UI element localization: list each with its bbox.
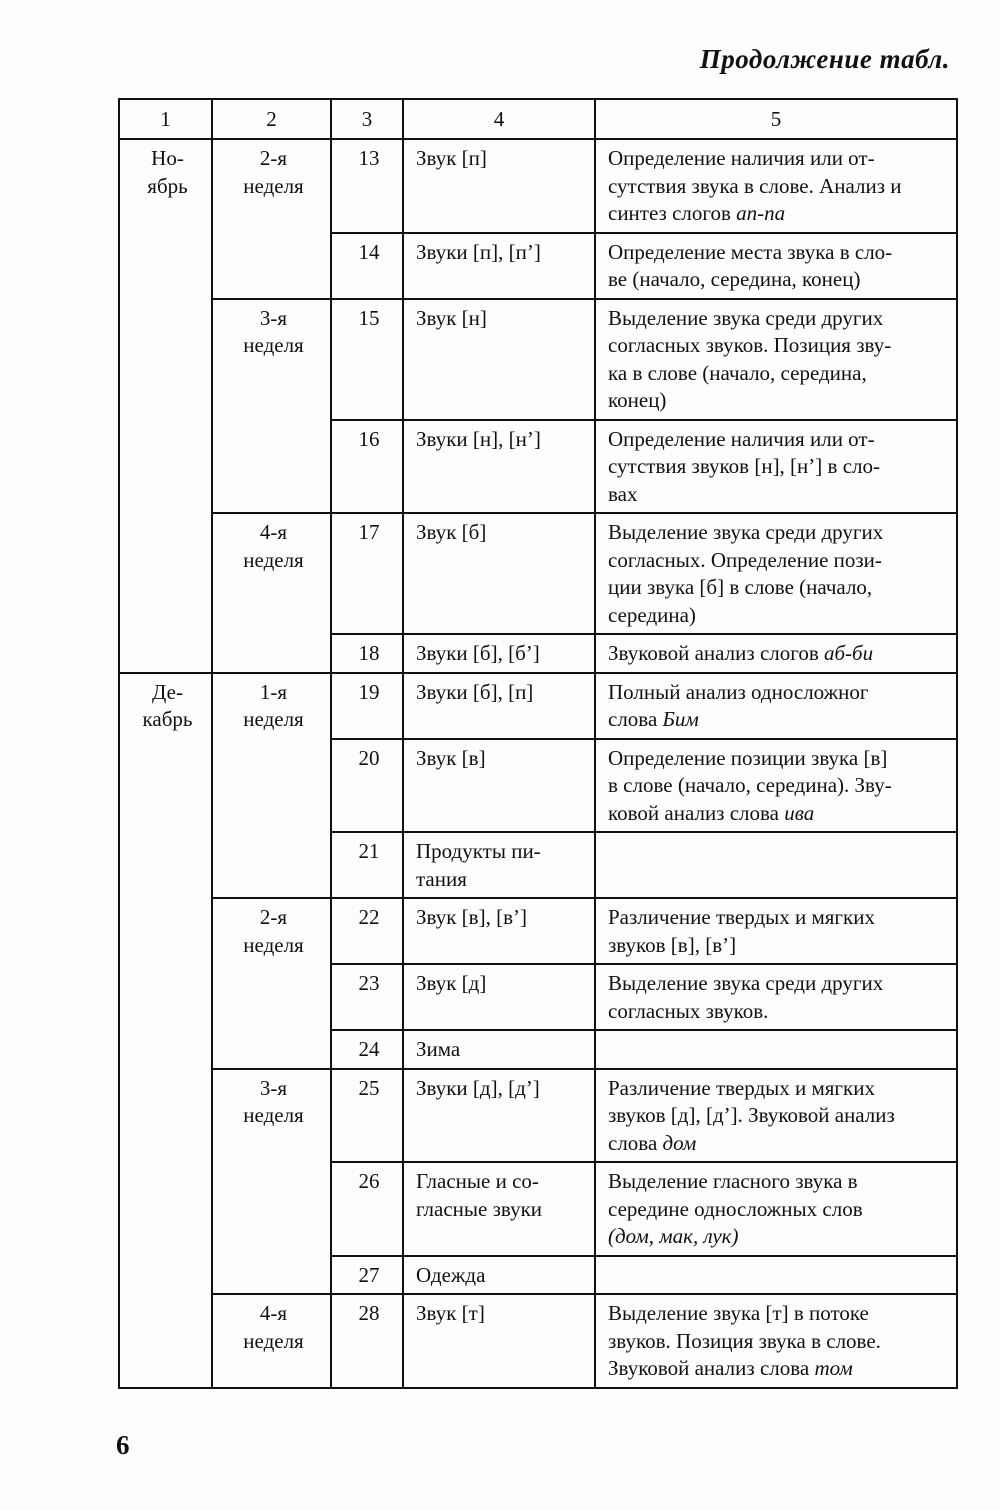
- week-text: 3-я: [259, 305, 288, 330]
- lesson-description: Звуковой анализ слогов аб-би: [595, 634, 957, 673]
- lesson-topic: Звуки [н], [н’]: [403, 420, 595, 514]
- lesson-topic: Гласные и со- гласные звуки: [403, 1162, 595, 1256]
- table-row: [119, 673, 957, 739]
- lesson-number: 27: [331, 1256, 403, 1295]
- lesson-number: 26: [331, 1162, 403, 1256]
- header-col-2: 2: [212, 99, 331, 139]
- lesson-number: 18: [331, 634, 403, 673]
- lesson-plan-table: [118, 98, 958, 1389]
- lesson-description: [595, 1256, 957, 1295]
- week-text: 2-я: [259, 905, 288, 929]
- table-row: [119, 299, 957, 420]
- table-header-row: [119, 99, 957, 139]
- lesson-description: Различение твердых и мягких звуков [в], [в’]: [595, 898, 957, 964]
- lesson-number: 14: [331, 233, 403, 299]
- month-text: Де-: [152, 679, 183, 704]
- lesson-topic: Звук [б]: [403, 513, 595, 634]
- month-text: ябрь: [147, 173, 188, 198]
- lesson-topic: Звук [в]: [403, 739, 595, 833]
- lesson-number: 16: [331, 420, 403, 514]
- lesson-number: 24: [331, 1030, 403, 1069]
- lesson-topic: Звук [д]: [403, 964, 595, 1030]
- lesson-topic: Звук [п]: [403, 139, 595, 233]
- table-row: [119, 898, 957, 964]
- week-text: 1-я: [259, 679, 288, 704]
- lesson-topic: Продукты пи- тания: [403, 832, 595, 898]
- lesson-number: 23: [331, 964, 403, 1030]
- week-cell: [212, 513, 331, 673]
- lesson-number: 21: [331, 832, 403, 898]
- lesson-description: Определение места звука в сло- ве (начало, середина, конец): [595, 233, 957, 299]
- lesson-topic: Звуки [б], [п]: [403, 673, 595, 739]
- week-text: 4-я: [259, 520, 288, 544]
- week-text: неделя: [243, 1103, 304, 1127]
- lesson-number: 13: [331, 139, 403, 233]
- lesson-description: Выделение звука [т] в потоке звуков. Позиция звука в слове. Звуковой анализ слова том: [595, 1294, 957, 1388]
- lesson-topic: Звуки [б], [б’]: [403, 634, 595, 673]
- table-row: [119, 1294, 957, 1388]
- header-col-1: 1: [119, 99, 212, 139]
- header-col-3: 3: [331, 99, 403, 139]
- week-text: 4-я: [259, 1301, 288, 1325]
- month-text: кабрь: [142, 707, 193, 731]
- week-text: неделя: [243, 707, 304, 731]
- table-row: [119, 1069, 957, 1163]
- header-col-4: 4: [403, 99, 595, 139]
- week-cell: [212, 139, 331, 299]
- lesson-topic: Звук [н]: [403, 299, 595, 420]
- lesson-description: Различение твердых и мягких звуков [д], [д’]. Звуковой анализ слова дом: [595, 1069, 957, 1163]
- lesson-number: 15: [331, 299, 403, 420]
- page-number: 6: [116, 1430, 130, 1460]
- lesson-description: Выделение звука среди других согласных. Определение пози- ции звука [б] в слове (начало, середина): [595, 513, 957, 634]
- lesson-topic: Звук [т]: [403, 1294, 595, 1388]
- lesson-topic: Зима: [403, 1030, 595, 1069]
- lesson-number: 28: [331, 1294, 403, 1388]
- table-continuation-caption: Продолжение табл.: [699, 44, 950, 74]
- lesson-description: Выделение гласного звука в середине односложных слов (дом, мак, лук): [595, 1162, 957, 1256]
- lesson-topic: Звуки [д], [д’]: [403, 1069, 595, 1163]
- week-cell: [212, 299, 331, 514]
- week-text: неделя: [243, 333, 304, 357]
- lesson-number: 22: [331, 898, 403, 964]
- lesson-description: Определение позиции звука [в] в слове (начало, середина). Зву- ковой анализ слова ива: [595, 739, 957, 833]
- lesson-description: Выделение звука среди других согласных звуков.: [595, 964, 957, 1030]
- week-cell: [212, 673, 331, 899]
- lesson-topic: Звуки [п], [п’]: [403, 233, 595, 299]
- month-text: Но-: [151, 146, 184, 170]
- week-text: неделя: [243, 547, 304, 572]
- lesson-topic: Одежда: [403, 1256, 595, 1295]
- week-cell: [212, 1069, 331, 1295]
- lesson-description: [595, 1030, 957, 1069]
- header-col-5: 5: [595, 99, 957, 139]
- lesson-description: Определение наличия или от- сутствия звуков [н], [н’] в сло- вах: [595, 420, 957, 514]
- week-text: неделя: [243, 932, 304, 957]
- week-cell: [212, 1294, 331, 1388]
- month-cell-december: [119, 673, 212, 1388]
- lesson-number: 20: [331, 739, 403, 833]
- lesson-description: [595, 832, 957, 898]
- lesson-number: 25: [331, 1069, 403, 1163]
- table-row: [119, 513, 957, 634]
- week-text: 2-я: [259, 146, 288, 170]
- lesson-number: 17: [331, 513, 403, 634]
- week-text: неделя: [243, 1328, 304, 1353]
- lesson-description: Определение наличия или от- сутствия звука в слове. Анализ и синтез слогов ап-па: [595, 139, 957, 233]
- lesson-topic: Звук [в], [в’]: [403, 898, 595, 964]
- lesson-description: Полный анализ односложног слова Бим: [595, 673, 957, 739]
- lesson-number: 19: [331, 673, 403, 739]
- week-cell: [212, 898, 331, 1069]
- lesson-description: Выделение звука среди других согласных звуков. Позиция зву- ка в слове (начало, середина, конец): [595, 299, 957, 420]
- table-row: [119, 139, 957, 233]
- week-text: неделя: [243, 173, 304, 198]
- week-text: 3-я: [259, 1075, 288, 1100]
- month-cell-november: [119, 139, 212, 673]
